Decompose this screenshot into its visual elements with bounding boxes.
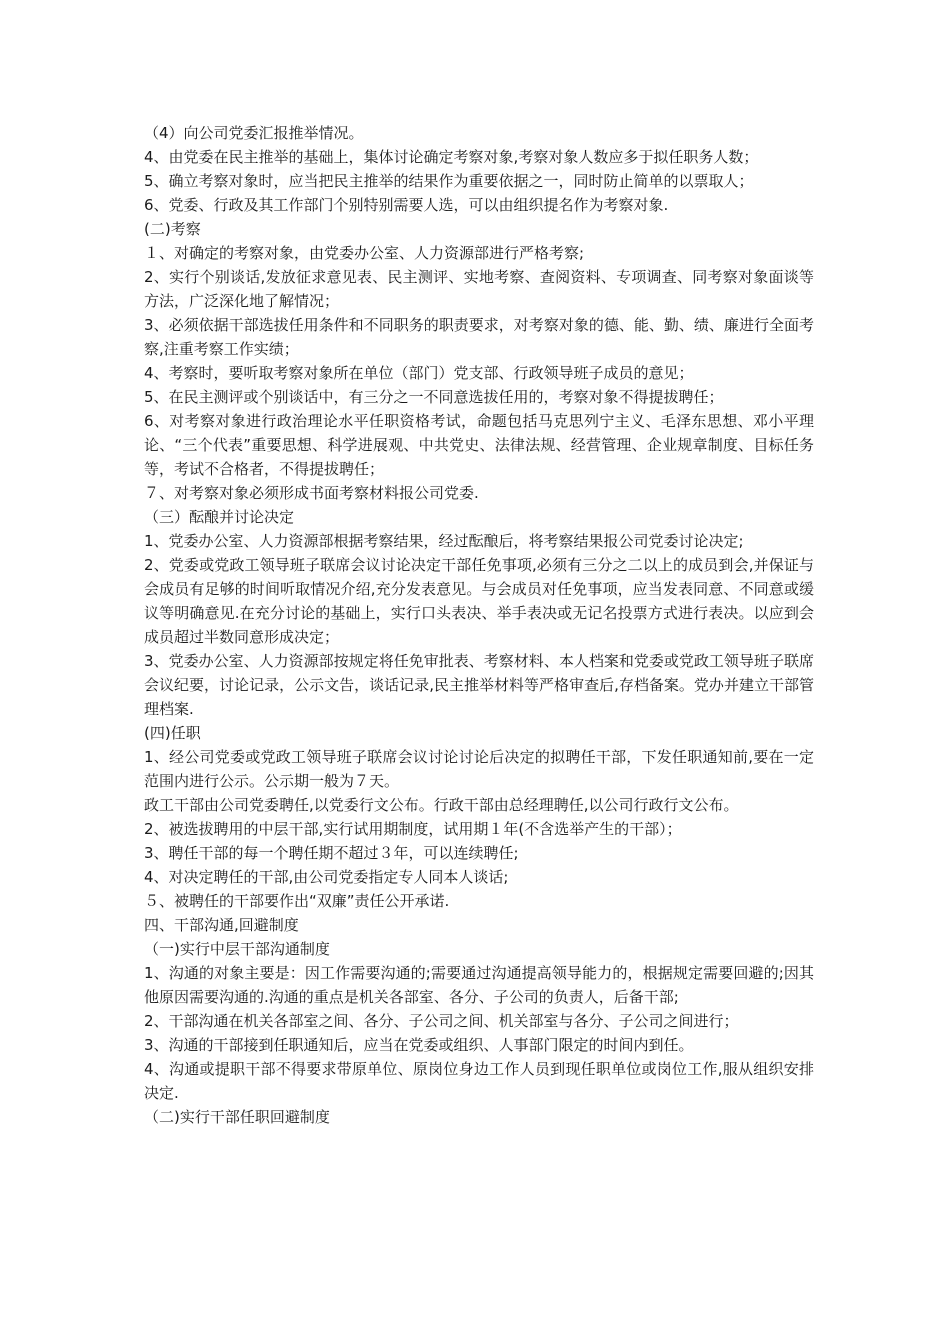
paragraph: 2、党委或党政工领导班子联席会议讨论决定干部任免事项,必须有三分之二以上的成员到会,并保证与会成员有足够的时间听取情况介绍,充分发表意见。与会成员对任免事项，应当发表同意、不同意或缓议等明确意见.在充分讨论的基础上，实行口头表决、举手表决或无记名投票方式进行表决。以应到会成员超过半数同意形成决定；: [144, 556, 814, 646]
paragraph: 2、被选拔聘用的中层干部,实行试用期制度，试用期１年(不含选举产生的干部）；: [144, 820, 682, 838]
paragraph: 3、聘任干部的每一个聘任期不超过３年，可以连续聘任;: [144, 844, 519, 862]
section-heading: （二)实行干部任职回避制度: [144, 1108, 330, 1126]
section-heading: (四)任职: [144, 724, 201, 742]
paragraph: １、对确定的考察对象，由党委办公室、人力资源部进行严格考察;: [144, 244, 585, 262]
section-heading: （三）酝酿并讨论决定: [144, 508, 295, 526]
paragraph: 1、党委办公室、人力资源部根据考察结果，经过酝酿后，将考察结果报公司党委讨论决定;: [144, 532, 744, 550]
paragraph: 4、考察时，要听取考察对象所在单位（部门）党支部、行政领导班子成员的意见；: [144, 364, 694, 382]
paragraph: 4、对决定聘任的干部,由公司党委指定专人同本人谈话;: [144, 868, 509, 886]
paragraph: ５、被聘任的干部要作出“双廉”责任公开承诺.: [144, 892, 450, 910]
paragraph: 5、在民主测评或个别谈话中，有三分之一不同意选拔任用的，考察对象不得提拔聘任；: [144, 388, 724, 406]
paragraph: 4、沟通或提职干部不得要求带原单位、原岗位身边工作人员到现任职单位或岗位工作,服从组织安排决定.: [144, 1060, 814, 1102]
paragraph: 5、确立考察对象时，应当把民主推举的结果作为重要依据之一，同时防止简单的以票取人；: [144, 172, 754, 190]
section-heading: (二)考察: [144, 220, 201, 238]
paragraph: ７、对考察对象必须形成书面考察材料报公司党委.: [144, 484, 479, 502]
document-body: [144, 121, 814, 1129]
paragraph: （4）向公司党委汇报推举情况。: [144, 124, 364, 142]
paragraph: 2、干部沟通在机关各部室之间、各分、子公司之间、机关部室与各分、子公司之间进行；: [144, 1012, 739, 1030]
paragraph: 6、对考察对象进行政治理论水平任职资格考试，命题包括马克思列宁主义、毛泽东思想、邓小平理论、“三个代表”重要思想、科学进展观、中共党史、法律法规、经营管理、企业规章制度、目标任务等，考试不合格者，不得提拔聘任；: [144, 412, 814, 478]
paragraph: 4、由党委在民主推举的基础上，集体讨论确定考察对象,考察对象人数应多于拟任职务人数；: [144, 148, 759, 166]
paragraph: 1、经公司党委或党政工领导班子联席会议讨论讨论后决定的拟聘任干部，下发任职通知前,要在一定范围内进行公示。公示期一般为７天。: [144, 748, 814, 790]
paragraph: 1、沟通的对象主要是：因工作需要沟通的;需要通过沟通提高领导能力的，根据规定需要回避的;因其他原因需要沟通的.沟通的重点是机关各部室、各分、子公司的负责人，后备干部;: [144, 964, 814, 1006]
paragraph: 3、必须依据干部选拔任用条件和不同职务的职责要求，对考察对象的德、能、勤、绩、廉进行全面考察,注重考察工作实绩；: [144, 316, 814, 358]
paragraph: 3、沟通的干部接到任职通知后，应当在党委或组织、人事部门限定的时间内到任。: [144, 1036, 694, 1054]
paragraph: 2、实行个别谈话,发放征求意见表、民主测评、实地考察、查阅资料、专项调查、同考察对象面谈等方法，广泛深化地了解情况；: [144, 268, 814, 310]
paragraph: 3、党委办公室、人力资源部按规定将任免审批表、考察材料、本人档案和党委或党政工领导班子联席会议纪要，讨论记录，公示文告，谈话记录,民主推举材料等严格审查后,存档备案。党办并建立干部管理档案.: [144, 652, 814, 718]
section-heading: （一)实行中层干部沟通制度: [144, 940, 330, 958]
paragraph: 政工干部由公司党委聘任,以党委行文公布。行政干部由总经理聘任,以公司行政行文公布。: [144, 796, 739, 814]
paragraph: 6、党委、行政及其工作部门个别特别需要人选，可以由组织提名作为考察对象.: [144, 196, 669, 214]
section-heading: 四、干部沟通,回避制度: [144, 916, 299, 934]
